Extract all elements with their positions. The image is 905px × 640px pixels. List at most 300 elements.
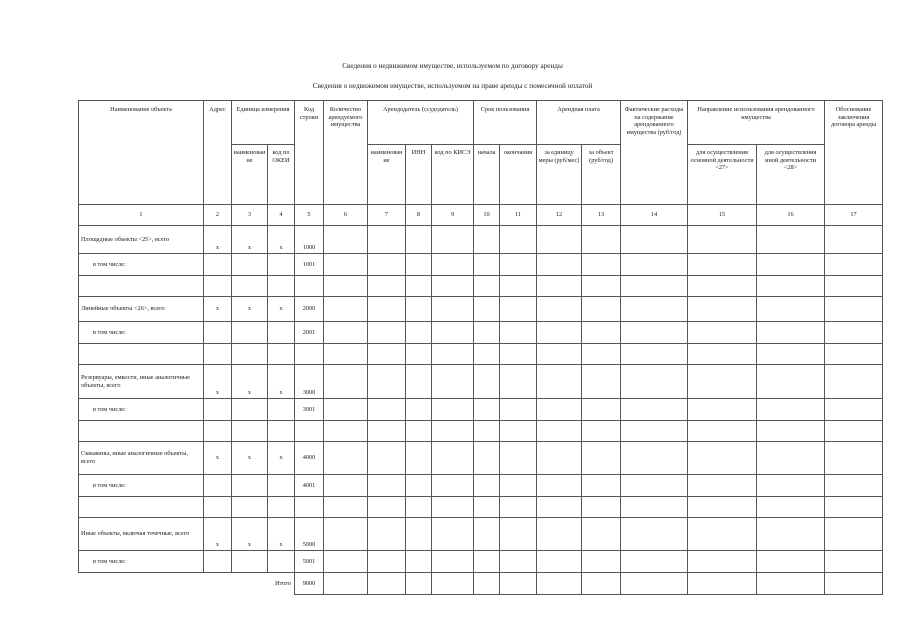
table-cell[interactable] [324, 551, 368, 573]
table-cell[interactable] [825, 497, 883, 518]
table-cell[interactable] [500, 322, 537, 344]
row-name: Иные объекты, включая точечные, всего [79, 518, 204, 551]
table-cell[interactable] [582, 226, 621, 254]
table-cell[interactable] [500, 421, 537, 442]
x-mark: x [268, 518, 295, 551]
table-row-blank [79, 497, 883, 518]
header-term-end: окончания [500, 145, 537, 205]
table-cell[interactable] [621, 573, 688, 595]
table-cell[interactable] [432, 421, 474, 442]
table-cell[interactable] [324, 254, 368, 276]
table-cell[interactable] [79, 276, 204, 297]
header-term: Срок пользования [474, 101, 537, 145]
table-cell[interactable] [232, 497, 268, 518]
table-cell[interactable] [582, 399, 621, 421]
table-cell[interactable] [500, 254, 537, 276]
table-cell[interactable] [500, 442, 537, 475]
table-cell[interactable] [688, 573, 757, 595]
table-cell[interactable] [825, 322, 883, 344]
table-cell[interactable] [324, 399, 368, 421]
col-number: 8 [406, 205, 432, 226]
row-name: Резервуары, емкости, иные аналогичные объекты, всего [79, 365, 204, 399]
header-rent-object: за объект (руб/год) [582, 145, 621, 205]
table-cell[interactable] [537, 322, 582, 344]
table-cell[interactable] [825, 518, 883, 551]
table-cell[interactable] [582, 442, 621, 475]
table-cell[interactable] [537, 399, 582, 421]
table-cell[interactable] [474, 344, 500, 365]
table-cell[interactable] [582, 297, 621, 322]
table-cell[interactable] [537, 344, 582, 365]
header-rent-unit: за единицу меры (руб/мес) [537, 145, 582, 205]
x-mark: x [268, 297, 295, 322]
property-table [78, 100, 883, 595]
table-cell[interactable] [825, 226, 883, 254]
table-cell[interactable] [500, 573, 537, 595]
table-cell[interactable] [432, 399, 474, 421]
table-cell[interactable] [432, 518, 474, 551]
table-cell[interactable] [537, 497, 582, 518]
table-cell[interactable] [432, 226, 474, 254]
table-cell[interactable] [500, 475, 537, 497]
table-cell[interactable] [368, 365, 406, 399]
header-row-1 [79, 101, 883, 145]
header-kiso: код по КИСЭ [432, 145, 474, 205]
table-row-reservoirs-total [79, 365, 883, 399]
table-cell[interactable] [582, 518, 621, 551]
header-object-name: Наименование объекта [79, 101, 204, 205]
table-cell[interactable] [204, 254, 232, 276]
col-number: 17 [825, 205, 883, 226]
row-name: в том числе: [79, 254, 204, 276]
table-cell[interactable] [474, 399, 500, 421]
table-cell[interactable] [688, 551, 757, 573]
header-rent: Арендная плата [537, 101, 621, 145]
table-cell[interactable] [406, 475, 432, 497]
table-cell[interactable] [432, 276, 474, 297]
table-cell[interactable] [757, 518, 825, 551]
table-cell[interactable] [368, 518, 406, 551]
table-cell[interactable] [688, 276, 757, 297]
table-cell[interactable] [537, 276, 582, 297]
table-cell[interactable] [432, 573, 474, 595]
row-code: 1000 [295, 226, 324, 254]
table-cell[interactable] [406, 497, 432, 518]
x-mark: x [268, 226, 295, 254]
table-cell[interactable] [582, 344, 621, 365]
table-cell[interactable] [406, 365, 432, 399]
table-cell[interactable] [232, 421, 268, 442]
table-cell[interactable] [621, 399, 688, 421]
table-cell[interactable] [406, 573, 432, 595]
table-cell[interactable] [368, 254, 406, 276]
table-cell[interactable] [582, 254, 621, 276]
col-number: 13 [582, 205, 621, 226]
table-row-linear-sub [79, 322, 883, 344]
header-dir-main: для осуществления основной деятельности <27> [688, 145, 757, 205]
table-cell[interactable] [432, 322, 474, 344]
table-cell[interactable] [232, 344, 268, 365]
table-cell[interactable] [204, 276, 232, 297]
table-cell[interactable] [204, 475, 232, 497]
row-code: 4001 [295, 475, 324, 497]
col-number: 3 [232, 205, 268, 226]
row-code: 2000 [295, 297, 324, 322]
x-mark: x [232, 226, 268, 254]
table-cell[interactable] [621, 254, 688, 276]
table-cell[interactable] [432, 497, 474, 518]
table-cell[interactable] [757, 226, 825, 254]
table-row-reservoirs-sub [79, 399, 883, 421]
table-cell[interactable] [368, 344, 406, 365]
table-cell[interactable] [500, 226, 537, 254]
table-cell[interactable] [688, 344, 757, 365]
row-code: 5001 [295, 551, 324, 573]
col-number: 4 [268, 205, 295, 226]
table-cell[interactable] [757, 399, 825, 421]
table-cell[interactable] [825, 297, 883, 322]
col-number: 15 [688, 205, 757, 226]
table-cell[interactable] [688, 518, 757, 551]
table-cell[interactable] [825, 399, 883, 421]
table-cell[interactable] [825, 254, 883, 276]
table-cell[interactable] [474, 551, 500, 573]
table-cell[interactable] [757, 551, 825, 573]
table-cell[interactable] [368, 421, 406, 442]
table-cell[interactable] [688, 322, 757, 344]
table-row-linear-total [79, 297, 883, 322]
table-cell[interactable] [406, 442, 432, 475]
header-lessor-name: наименование [368, 145, 406, 205]
table-cell[interactable] [406, 322, 432, 344]
table-cell[interactable] [324, 322, 368, 344]
table-cell[interactable] [432, 254, 474, 276]
table-cell[interactable] [324, 518, 368, 551]
column-numbers-row [79, 205, 883, 226]
x-mark: x [232, 297, 268, 322]
table-cell[interactable] [474, 226, 500, 254]
col-number: 10 [474, 205, 500, 226]
table-cell[interactable] [368, 573, 406, 595]
table-row-wells-total [79, 442, 883, 475]
row-name: Площадные объекты <25>, всего [79, 226, 204, 254]
table-cell[interactable] [688, 399, 757, 421]
table-cell[interactable] [582, 276, 621, 297]
table-cell[interactable] [825, 573, 883, 595]
table-cell[interactable] [621, 365, 688, 399]
table-cell[interactable] [757, 344, 825, 365]
table-cell[interactable] [368, 322, 406, 344]
table-cell[interactable] [324, 573, 368, 595]
table-cell[interactable] [295, 421, 324, 442]
table-cell[interactable] [368, 297, 406, 322]
table-cell[interactable] [825, 276, 883, 297]
table-cell[interactable] [324, 475, 368, 497]
table-cell[interactable] [757, 297, 825, 322]
table-cell[interactable] [500, 365, 537, 399]
row-code: 1001 [295, 254, 324, 276]
table-cell[interactable] [688, 365, 757, 399]
header-actual-costs: Фактические расходы на содержание арендованного имущества (руб/год) [621, 101, 688, 205]
table-cell[interactable] [757, 322, 825, 344]
table-cell[interactable] [621, 344, 688, 365]
table-cell[interactable] [324, 344, 368, 365]
x-mark: x [204, 365, 232, 399]
x-mark: x [232, 442, 268, 475]
row-name: в том числе: [79, 475, 204, 497]
header-justification: Обоснование заключения договора аренды [825, 101, 883, 205]
table-cell[interactable] [537, 254, 582, 276]
table-cell[interactable] [232, 322, 268, 344]
table-cell[interactable] [79, 497, 204, 518]
table-cell[interactable] [432, 551, 474, 573]
col-number: 11 [500, 205, 537, 226]
table-cell[interactable] [825, 551, 883, 573]
table-cell[interactable] [474, 475, 500, 497]
table-cell[interactable] [500, 518, 537, 551]
table-cell[interactable] [324, 497, 368, 518]
table-cell[interactable] [537, 475, 582, 497]
table-cell[interactable] [324, 276, 368, 297]
header-inn: ИНН [406, 145, 432, 205]
table-cell[interactable] [537, 573, 582, 595]
table-cell[interactable] [204, 421, 232, 442]
table-row-blank [79, 421, 883, 442]
table-cell[interactable] [324, 297, 368, 322]
total-label: Итого [79, 573, 295, 595]
table-cell[interactable] [232, 551, 268, 573]
table-cell[interactable] [621, 475, 688, 497]
table-cell[interactable] [368, 442, 406, 475]
table-cell[interactable] [621, 297, 688, 322]
header-row-code: Код строки [295, 101, 324, 205]
table-cell[interactable] [406, 226, 432, 254]
table-cell[interactable] [688, 297, 757, 322]
table-cell[interactable] [757, 365, 825, 399]
table-cell[interactable] [688, 421, 757, 442]
col-number: 7 [368, 205, 406, 226]
table-cell[interactable] [757, 497, 825, 518]
table-cell[interactable] [324, 226, 368, 254]
table-cell[interactable] [621, 276, 688, 297]
table-cell[interactable] [268, 551, 295, 573]
row-code: 2001 [295, 322, 324, 344]
table-cell[interactable] [621, 518, 688, 551]
table-cell[interactable] [537, 226, 582, 254]
table-cell[interactable] [268, 276, 295, 297]
table-cell[interactable] [432, 365, 474, 399]
table-cell[interactable] [406, 399, 432, 421]
table-cell[interactable] [621, 322, 688, 344]
table-cell[interactable] [368, 497, 406, 518]
header-unit: Единица измерения [232, 101, 295, 145]
table-cell[interactable] [500, 344, 537, 365]
table-cell[interactable] [537, 365, 582, 399]
table-cell[interactable] [204, 344, 232, 365]
row-name: в том числе: [79, 322, 204, 344]
table-cell[interactable] [621, 442, 688, 475]
table-row-blank [79, 276, 883, 297]
table-cell[interactable] [825, 421, 883, 442]
table-cell[interactable] [688, 497, 757, 518]
table-cell[interactable] [500, 297, 537, 322]
table-cell[interactable] [582, 421, 621, 442]
table-row-total [79, 573, 883, 595]
table-cell[interactable] [406, 518, 432, 551]
table-row-area-total [79, 226, 883, 254]
table-cell[interactable] [621, 226, 688, 254]
table-cell[interactable] [757, 475, 825, 497]
table-cell[interactable] [757, 276, 825, 297]
row-name: в том числе: [79, 551, 204, 573]
table-cell[interactable] [368, 551, 406, 573]
table-cell[interactable] [204, 551, 232, 573]
row-name: Линейные объекты <26>, всего [79, 297, 204, 322]
header-address: Адрес [204, 101, 232, 205]
table-cell[interactable] [295, 497, 324, 518]
table-cell[interactable] [537, 551, 582, 573]
table-cell[interactable] [688, 226, 757, 254]
x-mark: x [204, 226, 232, 254]
table-cell[interactable] [268, 421, 295, 442]
table-cell[interactable] [324, 421, 368, 442]
x-mark: x [204, 442, 232, 475]
table-cell[interactable] [582, 497, 621, 518]
table-cell[interactable] [500, 551, 537, 573]
table-cell[interactable] [757, 573, 825, 595]
table-cell[interactable] [537, 297, 582, 322]
row-code: 9000 [295, 573, 324, 595]
table-cell[interactable] [406, 421, 432, 442]
table-cell[interactable] [474, 297, 500, 322]
table-cell[interactable] [757, 254, 825, 276]
table-cell[interactable] [825, 365, 883, 399]
table-cell[interactable] [232, 276, 268, 297]
table-cell[interactable] [368, 399, 406, 421]
table-cell[interactable] [500, 497, 537, 518]
header-term-start: начала [474, 145, 500, 205]
table-cell[interactable] [474, 322, 500, 344]
table-row-wells-sub [79, 475, 883, 497]
table-cell[interactable] [406, 254, 432, 276]
table-cell[interactable] [406, 344, 432, 365]
table-cell[interactable] [368, 475, 406, 497]
table-row-other-sub [79, 551, 883, 573]
table-cell[interactable] [757, 421, 825, 442]
table-cell[interactable] [757, 442, 825, 475]
col-number: 9 [432, 205, 474, 226]
table-cell[interactable] [204, 399, 232, 421]
table-cell[interactable] [474, 573, 500, 595]
col-number: 1 [79, 205, 204, 226]
table-cell[interactable] [324, 442, 368, 475]
table-cell[interactable] [825, 475, 883, 497]
table-cell[interactable] [825, 344, 883, 365]
table-cell[interactable] [368, 276, 406, 297]
table-cell[interactable] [406, 276, 432, 297]
row-name: в том числе: [79, 399, 204, 421]
table-cell[interactable] [537, 442, 582, 475]
table-cell[interactable] [537, 518, 582, 551]
table-cell[interactable] [500, 276, 537, 297]
table-cell[interactable] [688, 475, 757, 497]
table-cell[interactable] [432, 297, 474, 322]
table-cell[interactable] [582, 322, 621, 344]
table-cell[interactable] [688, 254, 757, 276]
table-cell[interactable] [621, 551, 688, 573]
table-cell[interactable] [232, 399, 268, 421]
table-cell[interactable] [295, 344, 324, 365]
table-cell[interactable] [368, 226, 406, 254]
table-cell[interactable] [688, 442, 757, 475]
header-direction: Направление использования арендованного имущества [688, 101, 825, 145]
header-unit-name: наименование [232, 145, 268, 205]
x-mark: x [268, 442, 295, 475]
table-cell[interactable] [582, 573, 621, 595]
table-cell[interactable] [324, 365, 368, 399]
table-cell[interactable] [825, 442, 883, 475]
row-code: 3001 [295, 399, 324, 421]
table-cell[interactable] [79, 421, 204, 442]
header-lessor: Арендодатель (ссудодатель) [368, 101, 474, 145]
table-cell[interactable] [474, 497, 500, 518]
table-cell[interactable] [406, 297, 432, 322]
table-cell[interactable] [232, 475, 268, 497]
table-row-area-sub [79, 254, 883, 276]
col-number: 14 [621, 205, 688, 226]
table-cell[interactable] [537, 421, 582, 442]
table-cell[interactable] [582, 365, 621, 399]
header-unit-okei: код по ОКЕИ [268, 145, 295, 205]
table-cell[interactable] [432, 344, 474, 365]
table-cell[interactable] [621, 497, 688, 518]
table-cell[interactable] [621, 421, 688, 442]
table-cell[interactable] [474, 365, 500, 399]
document-title: Сведения о недвижимом имуществе, используемом по договору аренды [342, 62, 563, 70]
table-cell[interactable] [474, 421, 500, 442]
header-dir-other: для осуществления иной деятельности <28> [757, 145, 825, 205]
table-cell[interactable] [474, 254, 500, 276]
table-cell[interactable] [474, 442, 500, 475]
table-cell[interactable] [582, 551, 621, 573]
table-cell[interactable] [295, 276, 324, 297]
table-cell[interactable] [432, 442, 474, 475]
table-cell[interactable] [268, 399, 295, 421]
table-cell[interactable] [204, 322, 232, 344]
table-cell[interactable] [204, 497, 232, 518]
table-cell[interactable] [79, 344, 204, 365]
section-title: Сведения о недвижимом имуществе, используемом на праве аренды с помесячной оплатой [312, 82, 593, 90]
table-cell[interactable] [432, 475, 474, 497]
table-cell[interactable] [474, 518, 500, 551]
table-cell[interactable] [268, 497, 295, 518]
table-cell[interactable] [500, 399, 537, 421]
table-cell[interactable] [232, 254, 268, 276]
table-cell[interactable] [268, 254, 295, 276]
table-row-other-total [79, 518, 883, 551]
table-cell[interactable] [268, 322, 295, 344]
col-number: 16 [757, 205, 825, 226]
table-cell[interactable] [268, 475, 295, 497]
table-cell[interactable] [474, 276, 500, 297]
table-cell[interactable] [268, 344, 295, 365]
table-cell[interactable] [582, 475, 621, 497]
row-code: 5000 [295, 518, 324, 551]
col-number: 6 [324, 205, 368, 226]
row-code: 3000 [295, 365, 324, 399]
x-mark: x [232, 365, 268, 399]
table-cell[interactable] [406, 551, 432, 573]
